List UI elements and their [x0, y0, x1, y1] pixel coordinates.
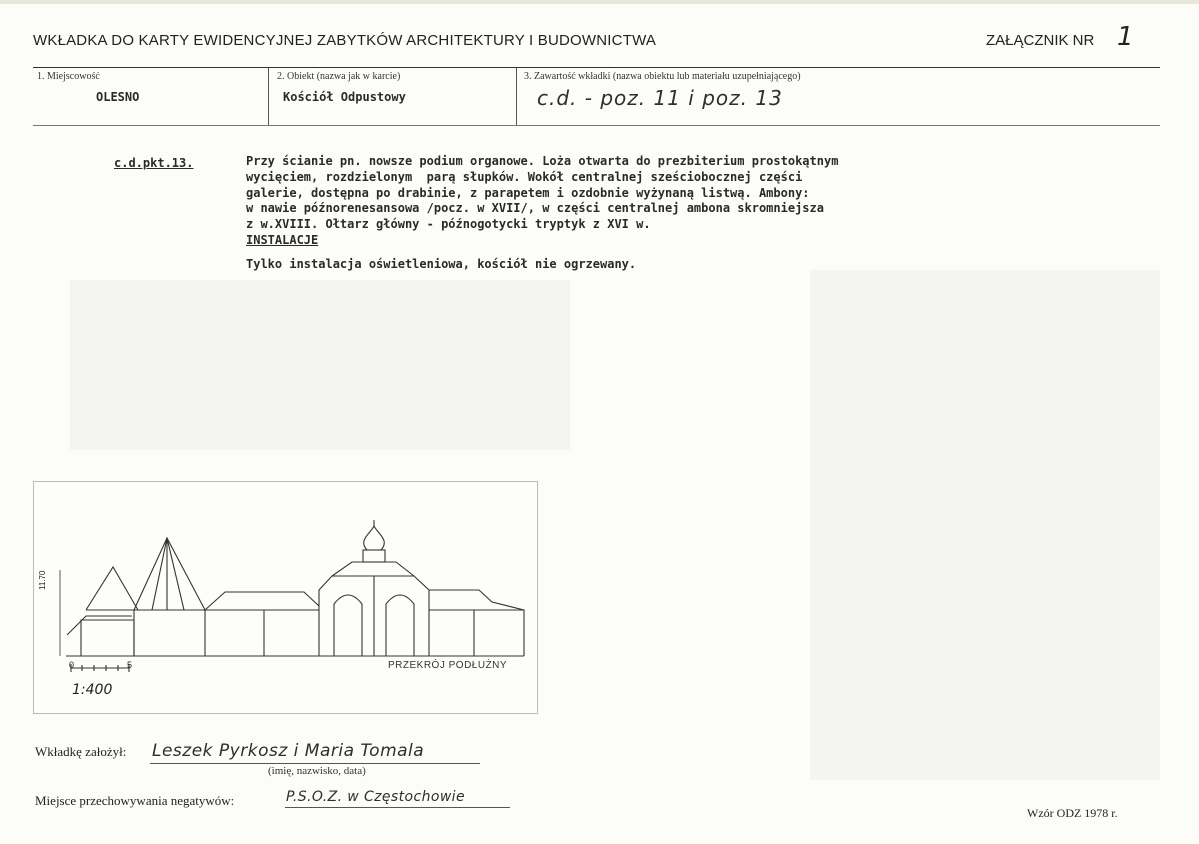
header-rule	[33, 67, 1160, 68]
height-dimension: 11.70	[38, 570, 47, 590]
presbytery-roof	[429, 590, 524, 610]
object-label: 2. Obiekt (nazwa jak w karcie)	[277, 71, 401, 82]
section-reference: c.d.pkt.13.	[114, 156, 194, 170]
object-value: Kościół Odpustowy	[283, 90, 406, 104]
nave-roof	[205, 592, 319, 610]
field-divider-1	[268, 68, 269, 125]
description-paragraph: Przy ścianie pn. nowsze podium organowe. Loża otwarta do prezbiterium prostokątnym wycięciem, rozdzielonym parą słupków. Wokół centralnej sześciobocznej części galerie, dostępna po drabinie, z parapetem i ozdobnie wyżynaną listwą. Ambony: w nawie późnorenesansowa /pocz. w XVII/, w części centralnej ambona skromniejsza z w.XVIII. Ołtarz główny - późnogotycki tryptyk z XVI w.	[246, 154, 839, 232]
locality-label: 1. Miejscowość	[37, 71, 100, 82]
lantern	[363, 550, 385, 562]
central-roof	[332, 562, 414, 576]
arch-left	[334, 595, 362, 656]
negatives-label: Miejsce przechowywania negatywów:	[35, 793, 235, 808]
field-divider-2	[516, 68, 517, 125]
drawing-caption: PRZEKRÓJ PODŁUŻNY	[388, 660, 508, 671]
installations-text: Tylko instalacja oświetleniowa, kościół nie ogrzewany.	[246, 257, 637, 271]
scale-ratio: 1:400	[72, 682, 113, 698]
arch-right	[386, 595, 414, 656]
longitudinal-section-drawing	[33, 481, 538, 714]
locality-value: OLESNO	[96, 90, 140, 104]
contents-value: c.d. - poz. 11 i poz. 13	[537, 86, 783, 110]
created-by-value: Leszek Pyrkosz i Maria Tomala	[152, 741, 425, 761]
form-title: WKŁADKA DO KARTY EWIDENCYJNEJ ZABYTKÓW ARCHITEKTURY I BUDOWNICTWA	[33, 32, 657, 49]
left-tower-roof	[86, 567, 138, 610]
negatives-value: P.S.O.Z. w Częstochowie	[286, 789, 465, 805]
annex-label: ZAŁĄCZNIK NR	[986, 32, 1095, 49]
main-tower	[134, 610, 205, 656]
installations-heading: INSTALACJE	[246, 233, 319, 247]
contents-label: 3. Zawartość wkładki (nazwa obiektu lub materiału uzupełniającego)	[524, 71, 801, 82]
negatives-underline	[285, 807, 510, 808]
left-low-roof	[67, 616, 132, 635]
template-version: Wzór ODZ 1978 r.	[1027, 806, 1118, 820]
annex-number: 1	[1117, 22, 1134, 52]
church-section-svg	[34, 482, 537, 713]
created-by-label: Wkładkę założył:	[35, 744, 127, 759]
show-through-right	[810, 270, 1160, 780]
fields-rule	[33, 125, 1160, 126]
onion-dome	[364, 526, 385, 550]
show-through-left	[70, 280, 570, 450]
created-by-underline	[150, 763, 480, 764]
scale-start-label: 0	[69, 660, 75, 670]
scale-end-label: 5	[127, 660, 133, 670]
created-by-hint: (imię, nazwisko, data)	[268, 765, 366, 777]
left-wing	[81, 620, 134, 656]
paper-edge	[0, 0, 1199, 4]
